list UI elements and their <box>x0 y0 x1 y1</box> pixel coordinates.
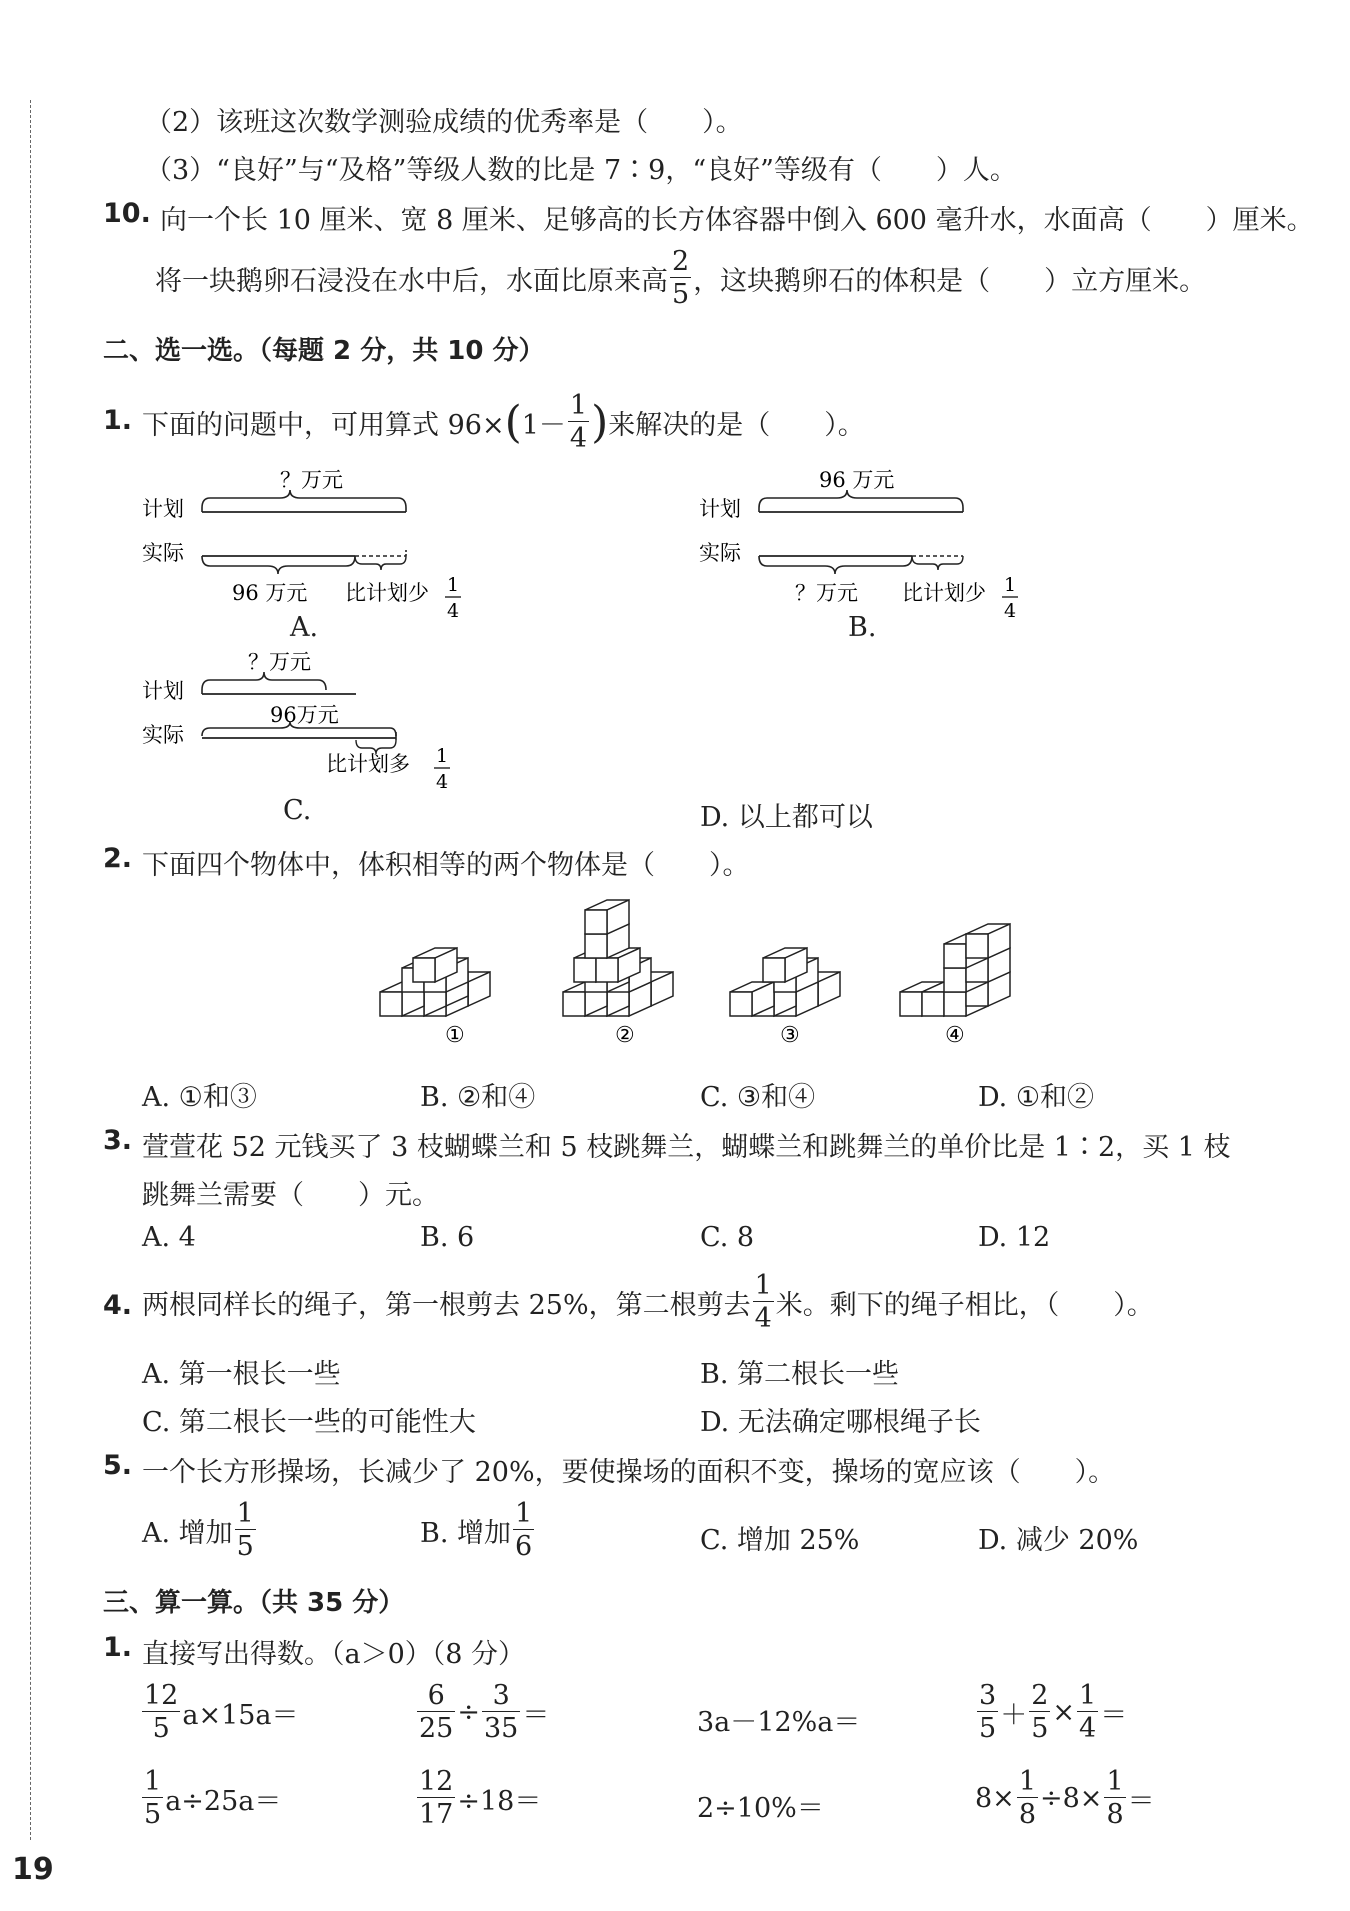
s2q3-line2: 跳舞兰需要（ ）元。 <box>142 1180 439 1211</box>
figure-2 <box>563 900 673 1016</box>
s2q2-option-b: B. ②和④ <box>420 1082 536 1113</box>
q9-part3: （3）“良好”与“及格”等级人数的比是 7∶9，“良好”等级有（ ）人。 <box>145 155 1017 186</box>
q10-line2 <box>155 248 1206 308</box>
s2q1-number: 1. <box>103 405 133 436</box>
diagram-a-plan-brace <box>202 490 406 508</box>
svg-text:4: 4 <box>446 600 460 622</box>
expr-1: $\frac{12}{5}$ a×15a＝ <box>144 1680 299 1744</box>
section2-title: 二、选一选。（每题 2 分，共 10 分） <box>103 336 545 366</box>
expr-3: 3a－12%a＝ <box>697 1707 861 1738</box>
figure-1 <box>380 948 490 1016</box>
s2q3-option-c: C. 8 <box>700 1222 755 1253</box>
diagram-c-unknown-label: ？万元 <box>248 650 311 674</box>
s2q3-number: 3. <box>103 1125 133 1156</box>
expr-8: 8× $\frac{1}{8}$ ÷8× $\frac{1}{8}$ ＝ <box>975 1766 1155 1830</box>
cube-figures <box>370 880 1040 1060</box>
s2q2-text: 下面四个物体中，体积相等的两个物体是（ ）。 <box>142 850 750 881</box>
s2q2-option-a: A. ①和③ <box>142 1082 257 1113</box>
diagram-b-known-label: 96 万元 <box>819 468 895 492</box>
diagram-b-unknown-label: ？万元 <box>795 581 858 605</box>
s2q5-text: 一个长方形操场，长减少了 20%，要使操场的面积不变，操场的宽应该（ ）。 <box>142 1457 1116 1488</box>
s2q5-option-b: B. 增加 $\frac{1}{6}$ <box>420 1498 533 1562</box>
diagram-a-known-label: 96 万元 <box>232 581 308 605</box>
diagram-a-actual-brace <box>202 556 355 574</box>
s2q1-text: 下面的问题中，可用算式 96×(1－ $\frac{1}{4}$ )来解决的是（ ）。 <box>142 390 865 454</box>
q10-line2-text-a: 将一块鹅卵石浸没在水中后，水面比原来高 <box>155 265 668 297</box>
expr-7: 2÷10%＝ <box>697 1793 824 1824</box>
binding-margin-line <box>30 100 31 1840</box>
expr-4: $\frac{3}{5}$ ＋ $\frac{2}{5}$ × $\frac{1}{4}$ ＝ <box>979 1680 1128 1744</box>
figure-4 <box>900 924 1010 1016</box>
s2q5-option-c: C. 增加 25% <box>700 1525 860 1556</box>
s2q4-number: 4. <box>103 1290 133 1321</box>
svg-text:1: 1 <box>446 574 460 596</box>
q10-line1: 向一个长 10 厘米、宽 8 厘米、足够高的长方体容器中倒入 600 毫升水，水面高（ ）厘米。 <box>160 205 1314 236</box>
s2q5-number: 5. <box>103 1450 133 1481</box>
expr-5: $\frac{1}{5}$ a÷25a＝ <box>144 1766 282 1830</box>
s2q3-option-b: B. 6 <box>420 1222 475 1253</box>
figure-4-label: ④ <box>945 1023 965 1048</box>
expr-2: $\frac{6}{25}$ ÷ $\frac{3}{35}$ ＝ <box>419 1680 550 1744</box>
q10-fraction: $\frac{2}{5}$ <box>672 246 690 310</box>
svg-text:1: 1 <box>1003 574 1017 596</box>
q10-line2-text-b: ，这块鹅卵石的体积是（ ）立方厘米。 <box>693 265 1207 297</box>
s2q4-option-d: D. 无法确定哪根绳子长 <box>700 1407 981 1438</box>
svg-text:4: 4 <box>1003 600 1017 622</box>
s2q4-text: 两根同样长的绳子，第一根剪去 25%，第二根剪去 $\frac{1}{4}$ 米。剩下的绳子相比，（ ）。 <box>142 1270 1154 1334</box>
diagram-c <box>140 642 490 792</box>
diagram-a <box>140 460 490 630</box>
figure-3 <box>730 948 840 1016</box>
figure-1-label: ① <box>445 1023 465 1048</box>
page-number: 19 <box>12 1852 54 1887</box>
s2q3-line1: 萱萱花 52 元钱买了 3 枝蝴蝶兰和 5 枝跳舞兰，蝴蝶兰和跳舞兰的单价比是 1∶2，买 1 枝 <box>142 1132 1231 1163</box>
s2q2-option-c: C. ③和④ <box>700 1082 816 1113</box>
diagram-b-less-label: 比计划少 <box>902 581 986 605</box>
s2q4-option-a: A. 第一根长一些 <box>142 1359 341 1390</box>
diagram-b-label: B. <box>848 612 877 643</box>
diagram-a-label: A. <box>290 612 319 643</box>
diagram-a-actual-label: 实际 <box>142 541 184 565</box>
svg-text:1: 1 <box>435 745 449 767</box>
s2q3-option-a: A. 4 <box>142 1222 196 1253</box>
diagram-b-plan-label: 计划 <box>699 497 741 521</box>
s2q5-option-a: A. 增加 $\frac{1}{5}$ <box>142 1498 254 1562</box>
s2q2-option-d: D. ①和② <box>978 1082 1095 1113</box>
s3q1-text: 直接写出得数。（a＞0）（8 分） <box>142 1639 526 1670</box>
diagram-a-unknown-label: ？万元 <box>280 468 343 492</box>
diagram-b-actual-label: 实际 <box>699 541 741 565</box>
diagram-c-more-label: 比计划多 <box>326 752 410 776</box>
diagram-c-known-label: 96万元 <box>270 703 339 727</box>
q10-number: 10. <box>103 198 151 229</box>
diagram-c-actual-label: 实际 <box>142 723 184 747</box>
diagram-c-plan-label: 计划 <box>142 679 184 703</box>
s2q3-option-d: D. 12 <box>978 1222 1051 1253</box>
s2q4-option-b: B. 第二根长一些 <box>700 1359 900 1390</box>
s2q4-option-c: C. 第二根长一些的可能性大 <box>142 1407 476 1438</box>
section3-title: 三、算一算。（共 35 分） <box>103 1588 405 1618</box>
figure-3-label: ③ <box>780 1023 800 1048</box>
s3q1-number: 1. <box>103 1632 133 1663</box>
figure-2-label: ② <box>615 1023 635 1048</box>
diagram-c-label: C. <box>283 795 312 826</box>
s2q5-option-d: D. 减少 20% <box>978 1525 1139 1556</box>
s2q1-option-d: D. 以上都可以 <box>700 802 873 833</box>
diagram-a-less-label: 比计划少 <box>345 581 429 605</box>
q9-part2: （2）该班这次数学测验成绩的优秀率是（ ）。 <box>145 107 743 138</box>
s2q2-number: 2. <box>103 843 133 874</box>
diagram-b <box>697 460 1047 630</box>
diagram-a-plan-label: 计划 <box>142 497 184 521</box>
svg-text:4: 4 <box>435 771 449 792</box>
expr-6: $\frac{12}{17}$ ÷18＝ <box>419 1766 542 1830</box>
